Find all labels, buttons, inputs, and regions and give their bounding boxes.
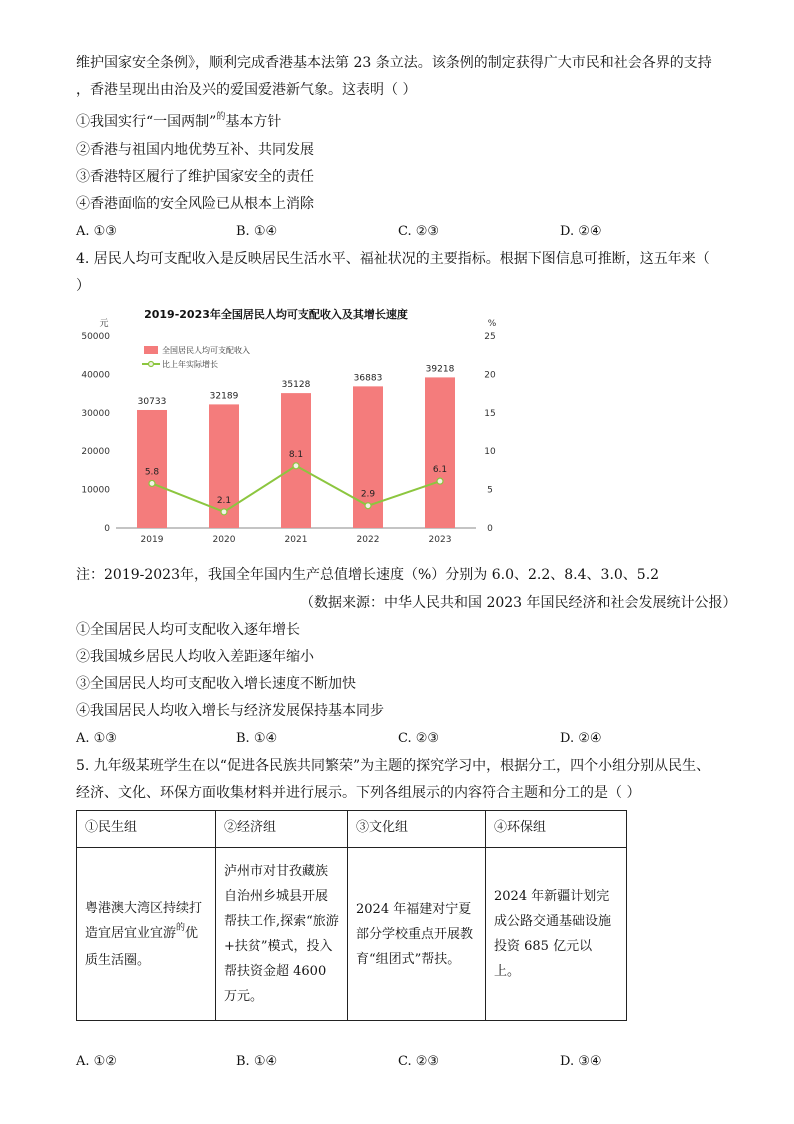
- q3-options: [76, 222, 676, 242]
- q3-statement-1-tail: 基本方针: [225, 114, 282, 130]
- q5-header-environment: ④环保组: [486, 811, 627, 848]
- q3-statement-4: ④香港面临的安全风险已从根本上消除: [76, 196, 314, 212]
- legend-bar-label: 全国居民人均可支配收入: [162, 346, 250, 355]
- q4-statement-4: ④我国居民人均收入增长与经济发展保持基本同步: [76, 703, 384, 719]
- q5-options: [76, 1052, 676, 1072]
- q5-header-livelihood: ①民生组: [77, 811, 216, 848]
- x-tick-label: 2023: [428, 535, 452, 545]
- q5-cell-economy: 泸州市对甘孜藏族自治州乡城县开展帮扶工作,探索“旅游+扶贫”模式，投入帮扶资金超 4600 万元。: [216, 848, 348, 1021]
- q5-table-content-row: [77, 848, 627, 1021]
- growth-point-label: 2.1: [216, 495, 232, 506]
- q3-stem-line-2: ，香港呈现出由治及兴的爱国爱港新气象。这表明（ ）: [76, 82, 417, 98]
- q4-statement-1: ①全国居民人均可支配收入逐年增长: [76, 622, 300, 638]
- q3-statement-1: [76, 112, 281, 134]
- y-tick-label: 50000: [81, 332, 110, 342]
- q5-stem-line-2: 经济、文化、环保方面收集材料并进行展示。下列各组展示的内容符合主题和分工的是（ ）: [76, 785, 641, 801]
- income-bar: [425, 377, 455, 528]
- growth-point: [149, 480, 155, 486]
- y-tick-label: 0: [104, 524, 110, 534]
- q3-option-d[interactable]: D. ②④: [560, 224, 602, 239]
- legend-line-marker: [149, 362, 154, 367]
- q4-note: 注：2019-2023年，我国全年国内生产总值增长速度（%）分别为 6.0、2.2、8.4、3.0、5.2: [76, 567, 660, 583]
- x-tick-label: 2020: [212, 535, 236, 545]
- q5-table: [76, 810, 627, 1021]
- chart-legend: [142, 345, 250, 369]
- growth-point: [221, 509, 227, 515]
- q5-cell-livelihood-text: 粤港澳大湾区持续打造宜居宜业宜游: [85, 900, 203, 941]
- q5-cell-livelihood: [77, 848, 216, 1021]
- y2-tick-label: 10: [484, 447, 496, 458]
- q3-statement-1-sup: 的: [216, 112, 226, 122]
- q5-option-a[interactable]: A. ①②: [76, 1054, 117, 1069]
- y-tick-label: 30000: [81, 408, 110, 419]
- y-axis-unit-label: 元: [99, 319, 109, 329]
- growth-point: [365, 503, 371, 509]
- income-bar-label: 36883: [353, 373, 383, 384]
- income-bar-label: 35128: [281, 380, 311, 391]
- chart-title: 2019-2023年全国居民人均可支配收入及其增长速度: [144, 308, 408, 321]
- q5-table-header-row: [77, 811, 627, 848]
- growth-point: [437, 478, 443, 484]
- growth-point-label: 6.1: [432, 465, 448, 476]
- y2-axis-unit-label: %: [487, 319, 497, 329]
- q5-header-economy: ②经济组: [216, 811, 348, 848]
- growth-point-label: 8.1: [288, 449, 304, 460]
- q3-statement-3: ③香港特区履行了维护国家安全的责任: [76, 169, 314, 185]
- income-bar-label: 32189: [209, 391, 239, 402]
- q5-cell-livelihood-tail: 优质生活圈。: [85, 925, 199, 968]
- q5-option-d[interactable]: D. ③④: [560, 1054, 602, 1069]
- q4-statement-2: ②我国城乡居民人均收入差距逐年缩小: [76, 649, 314, 665]
- q5-cell-culture: 2024 年福建对宁夏部分学校重点开展教育“组团式”帮扶。: [348, 848, 486, 1021]
- legend-line-label: 比上年实际增长: [162, 360, 218, 369]
- chart-bars: [137, 364, 455, 528]
- q3-option-a[interactable]: A. ①③: [76, 224, 117, 239]
- y-tick-label: 40000: [81, 370, 110, 381]
- q5-header-culture: ③文化组: [348, 811, 486, 848]
- growth-point: [293, 463, 299, 469]
- q4-options: [76, 729, 676, 749]
- q4-option-b[interactable]: B. ①④: [236, 731, 278, 746]
- q4-option-d[interactable]: D. ②④: [560, 731, 602, 746]
- q5-option-b[interactable]: B. ①④: [236, 1054, 278, 1069]
- q4-statement-3: ③全国居民人均可支配收入增长速度不断加快: [76, 676, 356, 692]
- income-bar: [281, 393, 311, 528]
- income-bar-label: 39218: [425, 364, 455, 375]
- q5-cell-livelihood-sup: 的: [176, 922, 186, 933]
- y-tick-label: 20000: [81, 447, 110, 458]
- q3-option-b[interactable]: B. ①④: [236, 224, 278, 239]
- x-tick-label: 2021: [284, 535, 308, 545]
- y-tick-label: 10000: [81, 485, 110, 496]
- x-tick-label: 2019: [140, 535, 164, 545]
- q4-option-c[interactable]: C. ②③: [398, 731, 440, 746]
- q3-stem-line-1: 维护国家安全条例》，顺利完成香港基本法第 23 条立法。该条例的制定获得广大市民和社会各界的支持: [76, 55, 712, 71]
- y2-tick-label: 0: [487, 524, 493, 534]
- y2-tick-label: 15: [484, 408, 496, 419]
- q3-statement-1-text: ①我国实行“一国两制”: [76, 114, 217, 130]
- q4-stem-line-2: ）: [76, 278, 90, 294]
- q4-stem-line-1: 4. 居民人均可支配收入是反映居民生活水平、福祉状况的主要指标。根据下图信息可推断，这五年来（: [76, 251, 710, 267]
- q3-option-c[interactable]: C. ②③: [398, 224, 440, 239]
- growth-point-label: 5.8: [144, 467, 160, 478]
- q4-option-a[interactable]: A. ①③: [76, 731, 117, 746]
- growth-point-label: 2.9: [360, 489, 376, 500]
- income-bar-label: 30733: [137, 396, 167, 407]
- x-tick-label: 2022: [356, 535, 380, 545]
- q5-option-c[interactable]: C. ②③: [398, 1054, 440, 1069]
- q4-source: （数据来源：中华人民共和国 2023 年国民经济和社会发展统计公报）: [300, 595, 737, 611]
- q5-cell-environment: 2024 年新疆计划完成公路交通基础设施投资 685 亿元以上。: [486, 848, 627, 1021]
- q3-statement-2: ②香港与祖国内地优势互补、共同发展: [76, 142, 314, 158]
- y2-tick-label: 25: [484, 332, 496, 342]
- income-chart: [76, 300, 516, 548]
- y2-tick-label: 20: [484, 370, 496, 381]
- y2-tick-label: 5: [487, 485, 493, 496]
- q5-stem-line-1: 5. 九年级某班学生在以“促进各民族共同繁荣”为主题的探究学习中，根据分工，四个小组分别从民生、: [76, 758, 711, 774]
- legend-bar-swatch: [144, 346, 158, 354]
